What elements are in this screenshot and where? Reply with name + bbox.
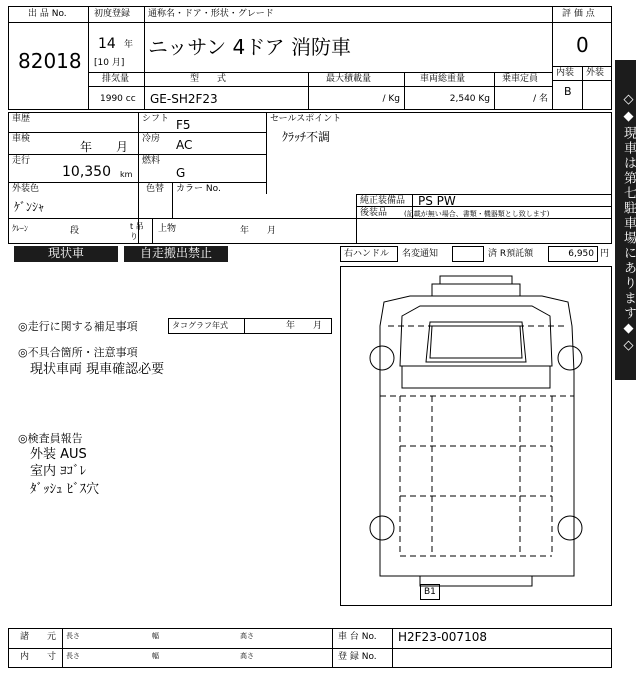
max-load-label: 最大積載量: [326, 74, 372, 84]
mileage-label: 走行: [12, 156, 31, 166]
color-no-label: カラー No.: [176, 184, 221, 194]
sales-point-value: ｸﾗｯﾁ不調: [282, 130, 331, 144]
fuel-label: 燃料: [142, 156, 161, 166]
width-label-row2: 幅: [152, 652, 159, 660]
fuel-value: G: [176, 166, 186, 180]
color-label: 外装色: [12, 184, 40, 194]
tacho-value: 年 月: [286, 321, 323, 331]
current-status-badge: 現状車: [14, 246, 118, 262]
displacement-value: 1990 cc: [100, 94, 136, 104]
first-reg-month: [10 月]: [94, 58, 125, 68]
sales-point-label: セールスポイント: [270, 114, 342, 124]
shift-value: F5: [176, 118, 191, 132]
driving-title: ◎走行に関する補足事項: [18, 320, 138, 333]
displacement-label: 排気量: [102, 74, 130, 84]
color-value: ｹﾞﾝｼｬ: [14, 200, 45, 214]
type-value: GE-SH2F23: [150, 92, 218, 106]
shaken-value: 年 月: [80, 140, 129, 154]
chassis-number: H2F23-007108: [398, 630, 487, 644]
inspector-line: 外装 AUS: [30, 447, 87, 462]
max-load-value: / Kg: [382, 94, 400, 104]
color-change-label: 色替: [146, 184, 165, 194]
height-label-row2: 高さ: [240, 652, 254, 660]
inspector-title: ◎検査員報告: [18, 432, 83, 445]
name-change-box: [452, 246, 484, 262]
model-name: ニッサン 4ドア 消防車: [148, 35, 352, 59]
tacho-label: タコグラフ年式: [172, 321, 228, 330]
inspector-line: 室内 ﾖｺﾞﾚ: [30, 464, 87, 479]
first-reg-label: 初度登録: [94, 9, 131, 19]
equipment-value: PS PW: [418, 194, 456, 208]
first-reg-year-unit: 年: [124, 40, 134, 50]
width-label: 幅: [152, 632, 159, 640]
gross-weight-value: 2,540 Kg: [449, 94, 490, 104]
ac-label: 冷房: [142, 134, 161, 144]
capacity-value: / 名: [533, 94, 548, 104]
ac-value: AC: [176, 138, 193, 152]
model-label: 通称名・ドア・形状・グレード: [148, 9, 274, 19]
mileage-unit: km: [120, 170, 133, 179]
defects-text: 現状車両 現車確認必要: [30, 362, 165, 377]
crane-ton: t 吊り: [130, 222, 144, 241]
history-label: 車歴: [12, 114, 31, 124]
shift-label: シフト: [142, 114, 170, 124]
length-label: 長さ: [66, 632, 80, 640]
defects-title: ◎不具合箇所・注意事項: [18, 346, 138, 359]
crane-label: ｸﾚｰﾝ: [12, 224, 28, 233]
footer-row2-label: 内 寸: [20, 652, 57, 662]
name-change-label: 名変通知: [402, 249, 439, 259]
parking-location-banner: ◇◆現車は第七駐車場にあります◆◇: [615, 60, 636, 380]
score-value: 0: [576, 33, 589, 57]
exterior-label: 外装: [586, 68, 605, 78]
registration-label: 登 録 No.: [338, 652, 377, 662]
lot-label: 出 品 No.: [28, 9, 67, 19]
type-label: 型 式: [190, 74, 227, 84]
recycle-amount: 6,950: [568, 249, 594, 259]
height-label: 高さ: [240, 632, 254, 640]
right-handle-label: 右ハンドル: [344, 249, 390, 259]
aftermarket-label: 後装品: [360, 208, 388, 218]
car-diagram: [340, 266, 612, 606]
aftermarket-note: (記載が無い場合、書類・機器類とし致します): [404, 210, 550, 218]
capacity-label: 乗車定員: [502, 74, 539, 84]
lot-number: 82018: [18, 49, 82, 73]
shaken-label: 車検: [12, 134, 31, 144]
gross-weight-label: 車両総重量: [420, 74, 466, 84]
inspector-line: ﾀﾞｯｼｭ ﾋﾞｽ穴: [30, 482, 100, 497]
mileage-value: 10,350: [62, 164, 111, 180]
score-label: 評 価 点: [562, 9, 595, 19]
upper-value: 年 月: [240, 226, 277, 236]
crane-step: 段: [70, 226, 80, 236]
footer-row1-label: 諸 元: [20, 632, 57, 642]
interior-label: 内装: [556, 68, 575, 78]
damage-mark-label: B1: [424, 587, 436, 597]
equipment-label: 純正装備品: [360, 196, 406, 206]
first-reg-year: 14: [98, 36, 116, 52]
length-label-row2: 長さ: [66, 652, 80, 660]
recycle-label: 済 R預託額: [488, 249, 534, 259]
chassis-label: 車 台 No.: [338, 632, 377, 642]
yen-label: 円: [600, 249, 610, 259]
no-self-drive-badge: 自走搬出禁止: [124, 246, 228, 262]
interior-grade: B: [564, 85, 572, 98]
upper-label: 上物: [158, 224, 177, 234]
